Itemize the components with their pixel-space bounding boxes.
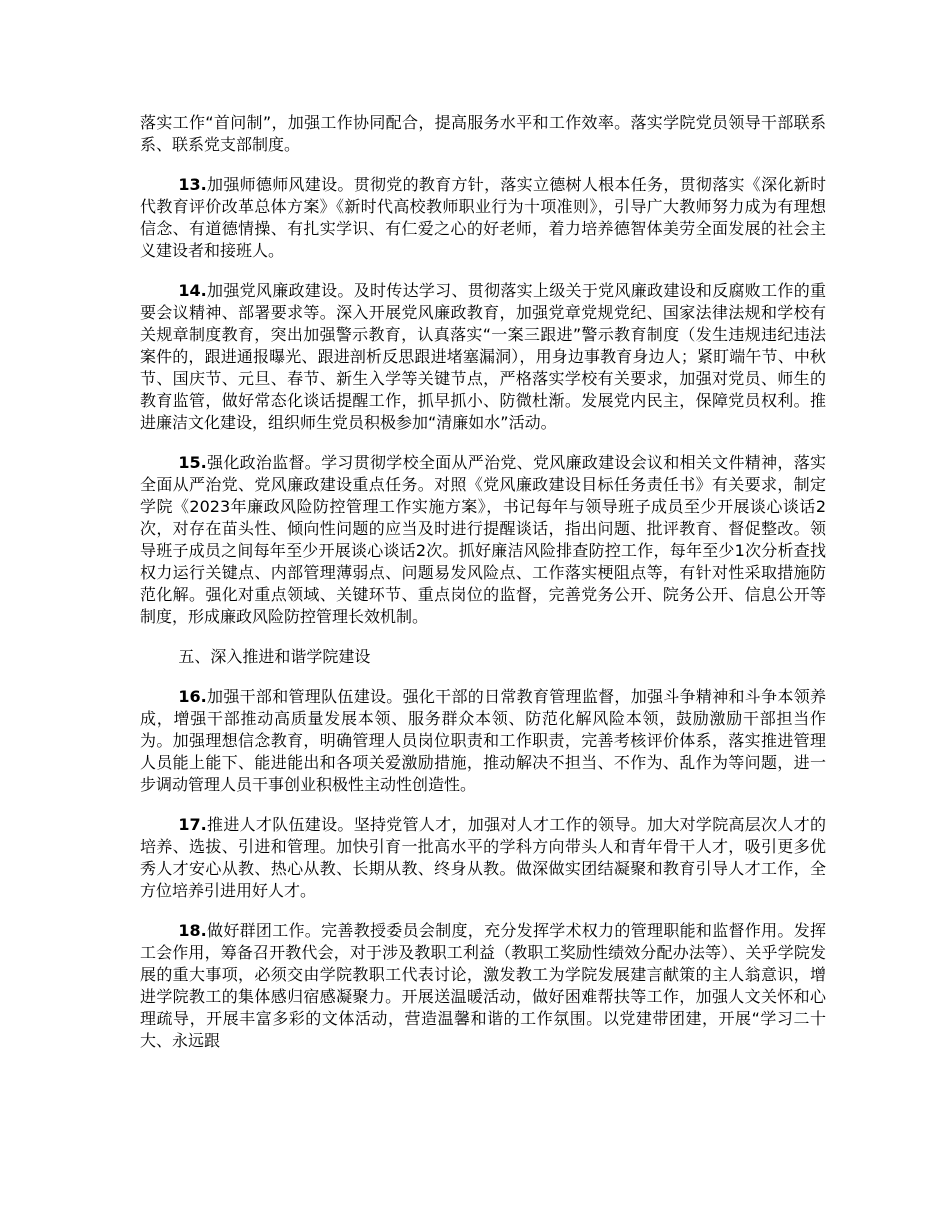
paragraph-18 bbox=[140, 920, 826, 1052]
paragraph-16 bbox=[140, 686, 826, 796]
paragraph-text: 加强师德师风建设。贯彻党的教育方针，落实立德树人根本任务，贯彻落实《深化新时代教育评价改革总体方案》《新时代高校教师职业行为十项准则》，引导广大教师努力成为有理想信念、有道德情操、有扎实学识、有仁爱之心的好老师，着力培养德智体美劳全面发展的社会主义建设者和接班人。 bbox=[140, 175, 826, 260]
paragraph-text: 加强干部和管理队伍建设。强化干部的日常教育管理监督，加强斗争精神和斗争本领养成，增强干部推动高质量发展本领、服务群众本领、防范化解风险本领，鼓励激励干部担当作为。加强理想信念教育，明确管理人员岗位职责和工作职责，完善考核评价体系，落实推进管理人员能上能下、能进能出和各项关爱激励措施，推动解决不担当、不作为、乱作为等问题，进一步调动管理人员干事创业积极性主动性创造性。 bbox=[140, 687, 826, 794]
paragraph-number: 15. bbox=[178, 453, 207, 472]
paragraph-15 bbox=[140, 452, 826, 628]
paragraph-text: 推进人才队伍建设。坚持党管人才，加强对人才工作的领导。加大对学院高层次人才的培养、选拔、引进和管理。加快引育一批高水平的学科方向带头人和青年骨干人才，吸引更多优秀人才安心从教、热心从教、长期从教、终身从教。做深做实团结凝聚和教育引导人才工作，全方位培养引进用好人才。 bbox=[140, 815, 826, 900]
paragraph-number: 13. bbox=[178, 175, 207, 194]
paragraph-text: 做好群团工作。完善教授委员会制度，充分发挥学术权力的管理职能和监督作用。发挥工会作用，筹备召开教代会，对于涉及教职工利益（教职工奖励性绩效分配办法等）、关乎学院发展的重大事项，必须交由学院教职工代表讨论，激发教工为学院发展建言献策的主人翁意识，增进学院教工的集体感归宿感凝聚力。开展送温暖活动，做好困难帮扶等工作，加强人文关怀和心理疏导，开展丰富多彩的文体活动，营造温馨和谐的工作氛围。以党建带团建，开展“学习二十大、永远跟 bbox=[140, 921, 826, 1050]
paragraph-13 bbox=[140, 174, 826, 262]
paragraph-number: 14. bbox=[178, 281, 207, 300]
document-page bbox=[140, 112, 826, 1070]
paragraph-text: 加强党风廉政建设。及时传达学习、贯彻落实上级关于党风廉政建设和反腐败工作的重要会议精神、部署要求等。深入开展党风廉政教育，加强党章党规党纪、国家法律法规和学校有关规章制度教育，突出加强警示教育，认真落实“一案三跟进”警示教育制度（发生违规违纪违法案件的，跟进通报曝光、跟进剖析反思跟进堵塞漏洞），用身边事教育身边人；紧盯端午节、中秋节、国庆节、元旦、春节、新生入学等关键节点，严格落实学校有关要求，加强对党员、师生的教育监管，做好常态化谈话提醒工作，抓早抓小、防微杜渐。发展党内民主，保障党员权利。推进廉洁文化建设，组织师生党员积极参加“清廉如水”活动。 bbox=[140, 281, 826, 432]
paragraph-number: 17. bbox=[178, 815, 207, 834]
paragraph-14 bbox=[140, 280, 826, 434]
paragraph-number: 16. bbox=[178, 687, 207, 706]
paragraph-number: 18. bbox=[178, 921, 207, 940]
paragraph-text: 强化政治监督。学习贯彻学校全面从严治党、党风廉政建设会议和相关文件精神，落实全面从严治党、党风廉政建设重点任务。对照《党风廉政建设目标任务责任书》有关要求，制定学院《2023年廉政风险防控管理工作实施方案》，书记每年与领导班子成员至少开展谈心谈话2次，对存在苗头性、倾向性问题的应当及时进行提醒谈话，指出问题、批评教育、督促整改。领导班子成员之间每年至少开展谈心谈话2次。抓好廉洁风险排查防控工作，每年至少1次分析查找权力运行关键点、内部管理薄弱点、问题易发风险点、工作落实梗阻点等，有针对性采取措施防范化解。强化对重点领域、关键环节、重点岗位的监督，完善党务公开、院务公开、信息公开等制度，形成廉政风险防控管理长效机制。 bbox=[140, 453, 826, 626]
section-heading bbox=[140, 646, 826, 668]
paragraph-continuation bbox=[140, 112, 826, 156]
section-heading-text: 五、深入推进和谐学院建设 bbox=[178, 647, 371, 666]
paragraph-text: 落实工作“首问制”，加强工作协同配合，提高服务水平和工作效率。落实学院党员领导干部联系系、联系党支部制度。 bbox=[140, 113, 826, 154]
paragraph-17 bbox=[140, 814, 826, 902]
